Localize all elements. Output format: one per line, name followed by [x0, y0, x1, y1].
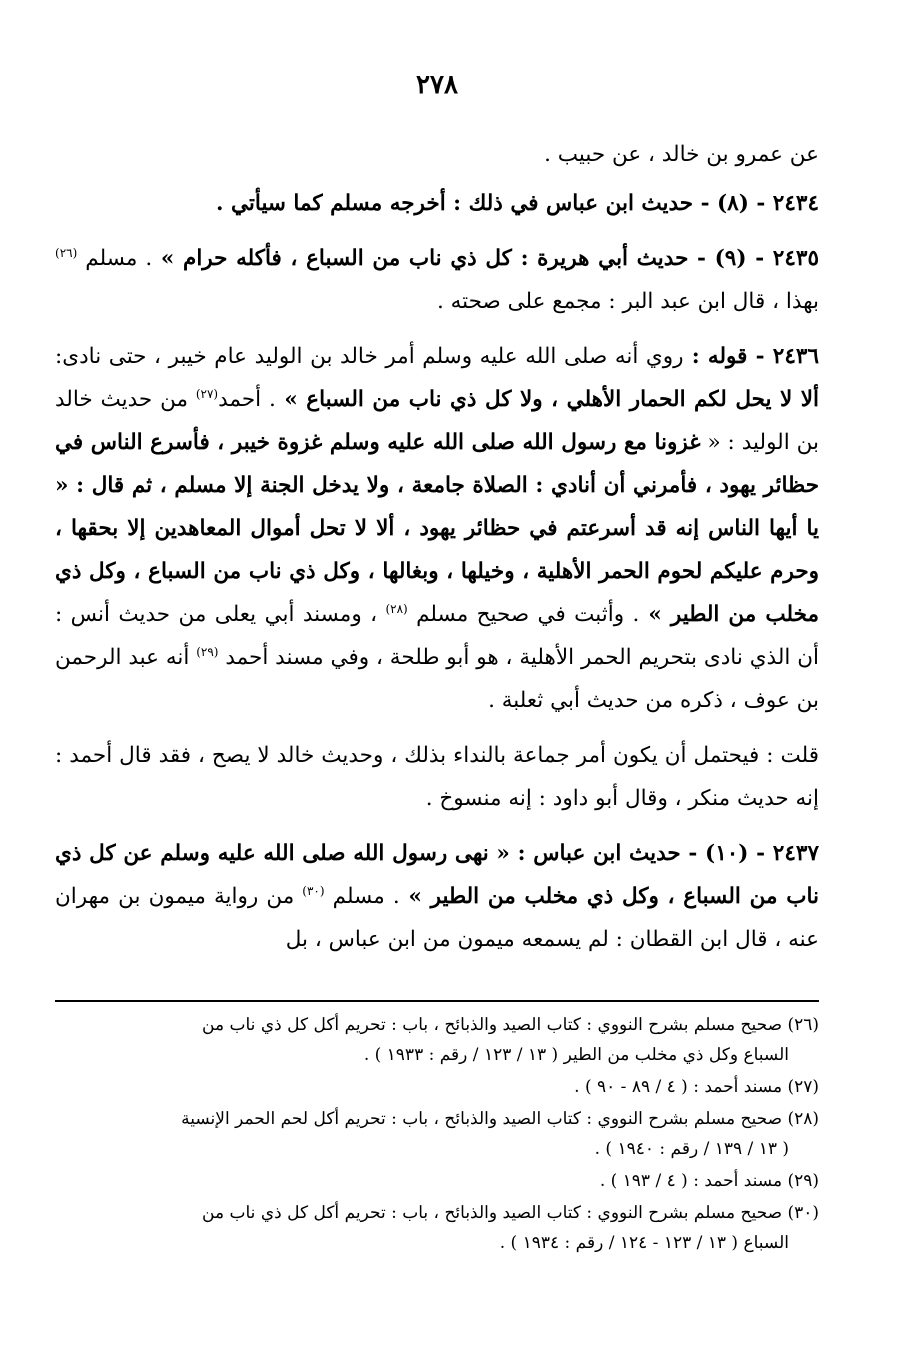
- hadith-2435: [55, 237, 819, 323]
- hadith-2435-text-a: . مسلم: [77, 246, 153, 271]
- footnote-29: [55, 1166, 819, 1196]
- commentary-qultu: قلت : فيحتمل أن يكون أمر جماعة بالنداء بذلك ، وحديث خالد لا يصح ، فقد قال أحمد : إنه حديث منكر ، وقال أبو داود : إنه منسوخ .: [55, 743, 819, 811]
- hadith-2434: [55, 182, 819, 225]
- footnote-line: السباع وكل ذي مخلب من الطير ( ١٣ / ١٢٣ / رقم : ١٩٣٣ ) .: [363, 1045, 789, 1065]
- footnote-28: [55, 1104, 819, 1164]
- footnote-line: (٢٨) صحيح مسلم بشرح النووي : كتاب الصيد والذبائح ، باب : تحريم أكل لحم الحمر الإنسية: [181, 1109, 819, 1129]
- footnote-ref-29: (٢٩): [196, 644, 219, 659]
- footnotes: [55, 1010, 819, 1260]
- hadith-2435-bold: ٢٤٣٥ - (٩) - حديث أبي هريرة : كل ذي ناب من السباع ، فأكله حرام »: [152, 246, 819, 271]
- footnote-line: ( ١٣ / ١٣٩ / رقم : ١٩٤٠ ) .: [594, 1139, 789, 1159]
- footnote-27: [55, 1072, 819, 1102]
- intro-line: عن عمرو بن خالد ، عن حبيب .: [544, 142, 819, 167]
- footnote-line: (٢٩) مسند أحمد : ( ٤ / ١٩٣ ) .: [599, 1171, 819, 1191]
- footnote-ref-30: (٣٠): [302, 883, 325, 898]
- hadith-2436-text-a: روي أنه صلى الله عليه وسلم أمر خالد بن الوليد عام خيبر ، حتى نادى:: [55, 344, 684, 369]
- footnote-30: [55, 1198, 819, 1258]
- main-text: [55, 133, 819, 973]
- footnote-line: (٢٦) صحيح مسلم بشرح النووي : كتاب الصيد والذبائح ، باب : تحريم أكل كل ذي ناب من: [202, 1015, 819, 1035]
- hadith-2436-text-c: من حديث خالد بن الوليد : «: [55, 387, 819, 455]
- hadith-2437-bold: ٢٤٣٧ - (١٠) - حديث ابن عباس : « نهى رسول الله صلى الله عليه وسلم عن كل ذي ناب من السباع ، وكل ذي مخلب من الطير »: [55, 841, 819, 909]
- footnote-ref-28: (٢٨): [385, 601, 408, 616]
- hadith-2436-bold-b: غزونا مع رسول الله صلى الله عليه وسلم غزوة خيبر ، فأسرع الناس في حظائر يهود ، فأمرني أن أنادي : الصلاة جامعة ، ولا يدخل الجنة إلا مسلم ، ثم قال : « يا أيها الناس إنه قد أسرعتم في حظائر يهود ، ألا لا تحل أموال المعاهدين إلا بحقها ، وحرم عليكم لحوم الحمر الأهلية ، وخيلها ، وبغالها ، وكل ذي ناب من السباع ، وكل ذي مخلب من الطير »: [55, 430, 819, 627]
- footnote-line: السباع ( ١٣ / ١٢٣ - ١٢٤ / رقم : ١٩٣٤ ) .: [499, 1233, 789, 1253]
- book-page: [55, 0, 819, 1361]
- hadith-2436-text-f: أنه عبد الرحمن بن عوف ، ذكره من حديث أبي ثعلبة .: [55, 645, 819, 713]
- hadith-2434-text: ٢٤٣٤ - (٨) - حديث ابن عباس في ذلك : أخرجه مسلم كما سيأتي .: [216, 191, 819, 216]
- hadith-2437-text-b: من رواية ميمون بن مهران عنه ، قال ابن القطان : لم يسمعه ميمون من ابن عباس ، بل: [55, 884, 819, 952]
- hadith-2436-text-d: . وأثبت في صحيح مسلم: [407, 602, 640, 627]
- footnote-ref-27: (٢٧): [195, 386, 219, 401]
- hadith-2437-text-a: . مسلم: [324, 884, 400, 909]
- footnote-line: (٣٠) صحيح مسلم بشرح النووي : كتاب الصيد والذبائح ، باب : تحريم أكل كل ذي ناب من: [202, 1203, 819, 1223]
- hadith-2436: [55, 335, 819, 722]
- hadith-2435-text-b: بهذا ، قال ابن عبد البر : مجمع على صحته .: [436, 289, 819, 314]
- footnote-line: (٢٧) مسند أحمد : ( ٤ / ٨٩ - ٩٠ ) .: [574, 1077, 819, 1097]
- footnote-26: [55, 1010, 819, 1070]
- page-number: ٢٧٨: [416, 70, 458, 100]
- footnote-separator: [55, 1000, 819, 1002]
- hadith-2436-text-e: ، ومسند أبي يعلى من حديث أنس : أن الذي نادى بتحريم الحمر الأهلية ، هو أبو طلحة ، وفي مسند أحمد: [55, 602, 819, 670]
- hadith-2436-text-b: . أحمد: [218, 387, 276, 412]
- footnote-ref-26: (٢٦): [55, 245, 78, 260]
- hadith-2437: [55, 832, 819, 961]
- hadith-2436-heading: ٢٤٣٦ - قوله :: [683, 344, 819, 369]
- hadith-2436-bold-a: ألا لا يحل لكم الحمار الأهلي ، ولا كل ذي ناب من السباع »: [275, 387, 819, 412]
